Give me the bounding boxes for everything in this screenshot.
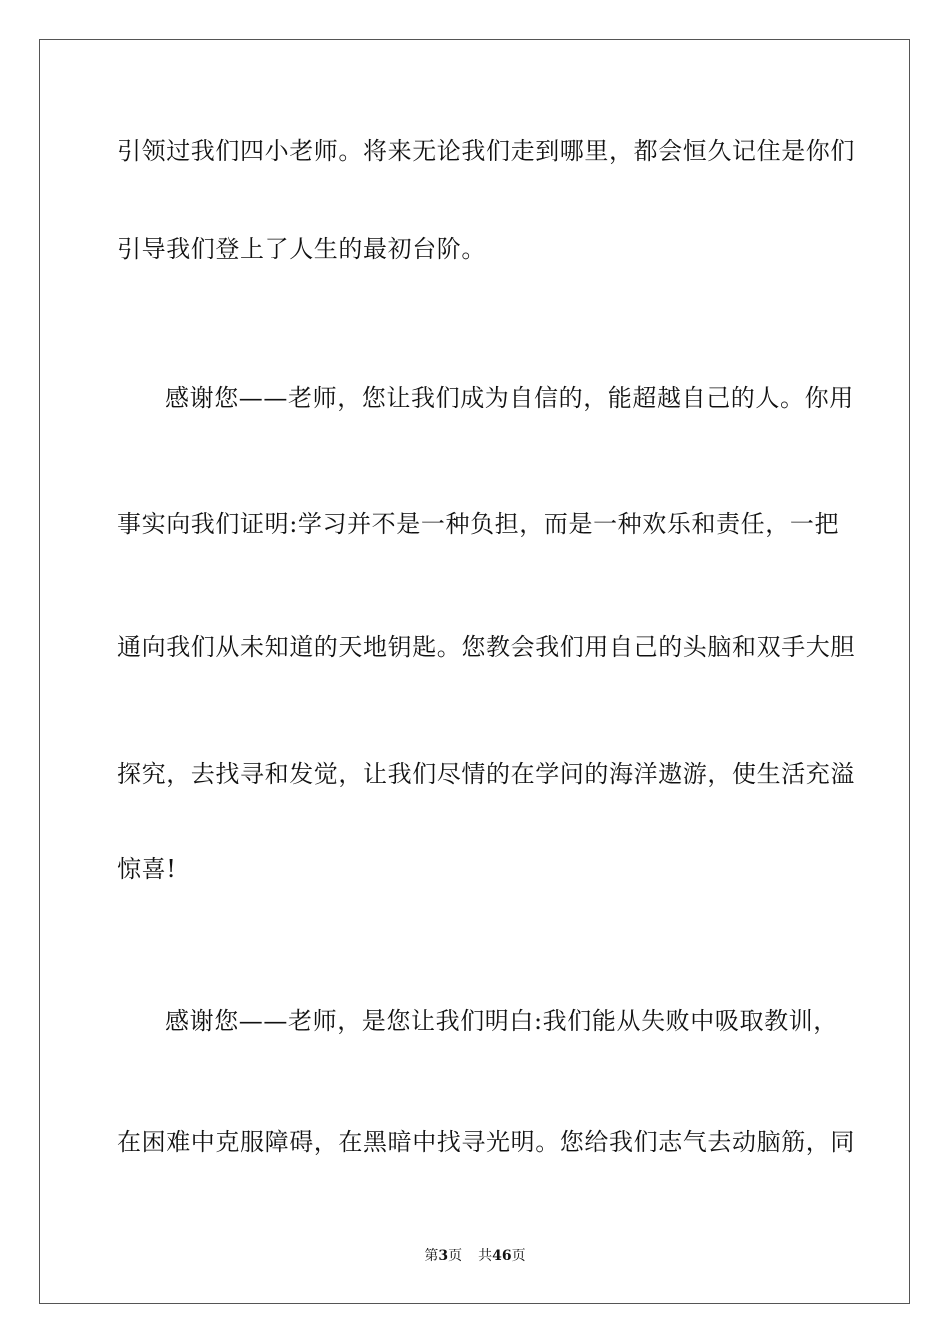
page-frame	[39, 39, 910, 1304]
text-line-8: 感谢您——老师，是您让我们明白:我们能从失败中吸取教训，	[165, 1007, 838, 1035]
text-line-9: 在困难中克服障碍，在黑暗中找寻光明。您给我们志气去动脑筋，同	[117, 1128, 855, 1156]
text-line-6: 探究，去找寻和发觉，让我们尽情的在学问的海洋遨游，使生活充溢	[117, 760, 855, 788]
text-line-2: 引导我们登上了人生的最初台阶。	[117, 235, 486, 263]
text-line-7: 惊喜!	[117, 855, 177, 883]
text-line-4: 事实向我们证明:学习并不是一种负担，而是一种欢乐和责任，一把	[117, 510, 840, 538]
footer-total-pages: 46	[492, 1248, 512, 1264]
text-line-5: 通向我们从未知道的天地钥匙。您教会我们用自己的头脑和双手大胆	[117, 633, 855, 661]
text-line-3: 感谢您——老师，您让我们成为自信的，能超越自己的人。你用	[165, 384, 854, 412]
footer-total-prefix: 共	[478, 1248, 493, 1264]
footer-page-suffix: 页	[448, 1248, 463, 1264]
footer-total-suffix: 页	[511, 1248, 526, 1264]
footer-page-prefix: 第	[424, 1248, 439, 1264]
footer-page-number: 3	[438, 1248, 449, 1264]
page-footer	[0, 1247, 950, 1265]
text-line-1: 引领过我们四小老师。将来无论我们走到哪里，都会恒久记住是你们	[117, 137, 855, 165]
